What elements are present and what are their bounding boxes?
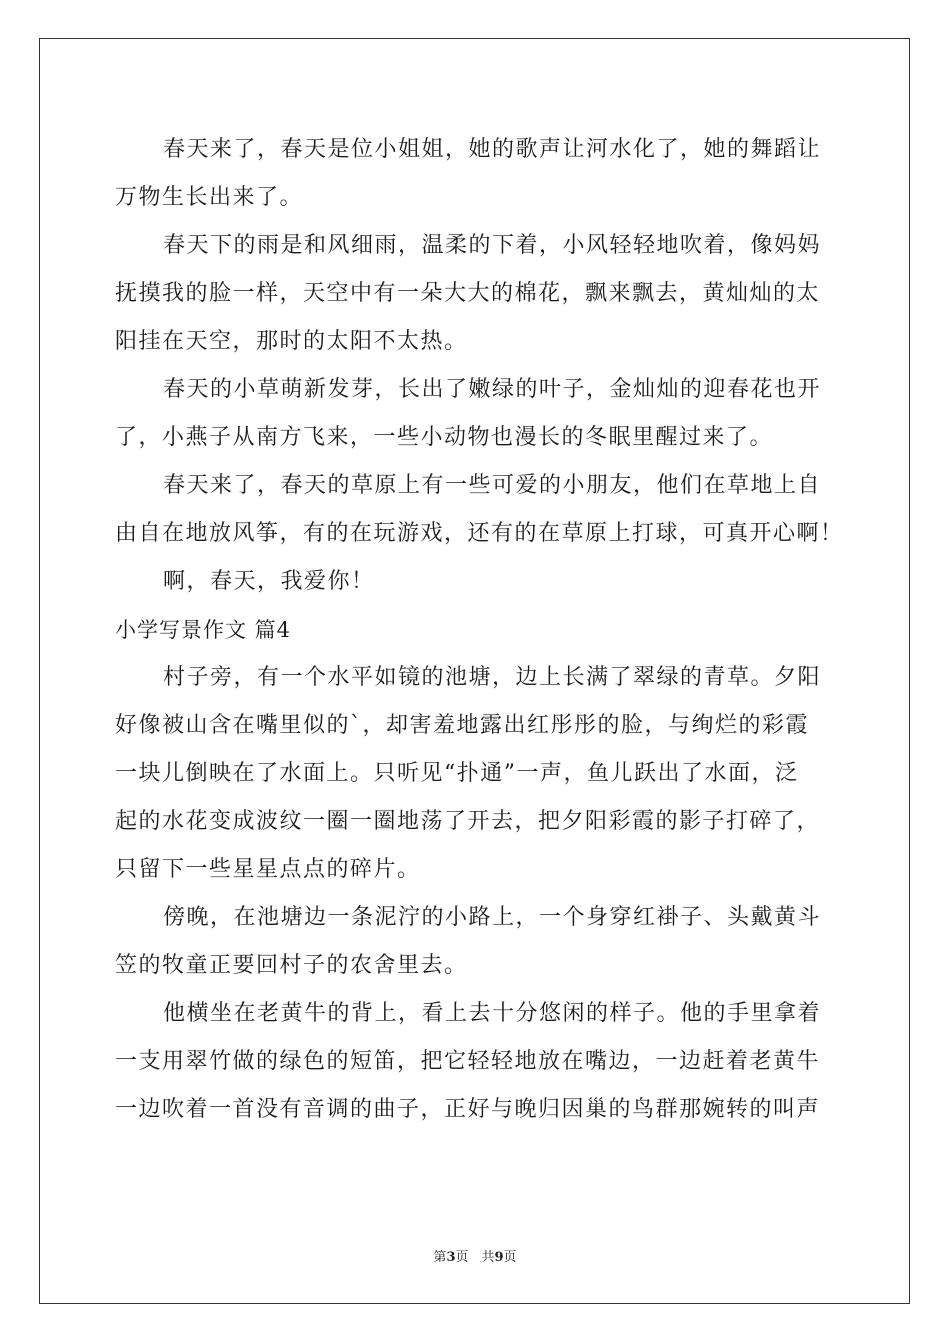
footer-suffix: 页: [503, 1250, 517, 1265]
paragraph-line: 傍晚，在池塘边一条泥泞的小路上，一个身穿红褂子、头戴黄斗: [163, 905, 822, 930]
paragraph-line: 阳挂在天空，那时的太阳不太热。: [115, 329, 468, 354]
paragraph-line: 村子旁，有一个水平如镜的池塘，边上长满了翠绿的青草。夕阳: [163, 665, 822, 690]
paragraph-line: 好像被山含在嘴里似的`，却害羞地露出红彤彤的脸，与绚烂的彩霞: [115, 713, 810, 738]
paragraph-line: 由自在地放风筝，有的在玩游戏，还有的在草原上打球，可真开心啊！: [115, 521, 844, 546]
paragraph-line: 春天的小草萌新发芽，长出了嫩绿的叶子，金灿灿的迎春花也开: [163, 377, 822, 402]
paragraph-line: 了，小燕子从南方飞来，一些小动物也漫长的冬眠里醒过来了。: [115, 425, 774, 450]
paragraph-line: 春天来了，春天的草原上有一些可爱的小朋友，他们在草地上自: [163, 473, 822, 498]
paragraph-line: 春天下的雨是和风细雨，温柔的下着，小风轻轻地吹着，像妈妈: [163, 233, 822, 258]
current-page-number: 3: [446, 1250, 456, 1265]
page-number-footer: [0, 1246, 950, 1265]
total-pages-number: 9: [494, 1250, 504, 1265]
paragraph-line: 只留下一些星星点点的碎片。: [115, 857, 421, 882]
document-body: [115, 126, 844, 1134]
footer-middle: 页 共: [455, 1250, 495, 1265]
paragraph-line: 春天来了，春天是位小姐姐，她的歌声让河水化了，她的舞蹈让: [163, 137, 822, 162]
paragraph-line: 一块儿倒映在了水面上。只听见“扑通”一声，鱼儿跃出了水面，泛: [115, 761, 799, 786]
paragraph-line: 啊，春天，我爱你！: [163, 569, 375, 594]
paragraph-line: 抚摸我的脸一样，天空中有一朵大大的棉花，飘来飘去，黄灿灿的太: [115, 281, 821, 306]
footer-prefix: 第: [433, 1250, 447, 1265]
paragraph-line: 一边吹着一首没有音调的曲子，正好与晚归因巢的鸟群那婉转的叫声: [115, 1097, 821, 1122]
paragraph-line: 一支用翠竹做的绿色的短笛，把它轻轻地放在嘴边，一边赶着老黄牛: [115, 1049, 821, 1074]
paragraph-line: 万物生长出来了。: [115, 185, 304, 210]
paragraph-line: 笠的牧童正要回村子的农舍里去。: [115, 953, 468, 978]
paragraph-line: 他横坐在老黄牛的背上，看上去十分悠闲的样子。他的手里拿着: [163, 1001, 822, 1026]
paragraph-line: 起的水花变成波纹一圈一圈地荡了开去，把夕阳彩霞的影子打碎了，: [115, 809, 821, 834]
section-heading: 小学写景作文 篇4: [115, 618, 292, 642]
